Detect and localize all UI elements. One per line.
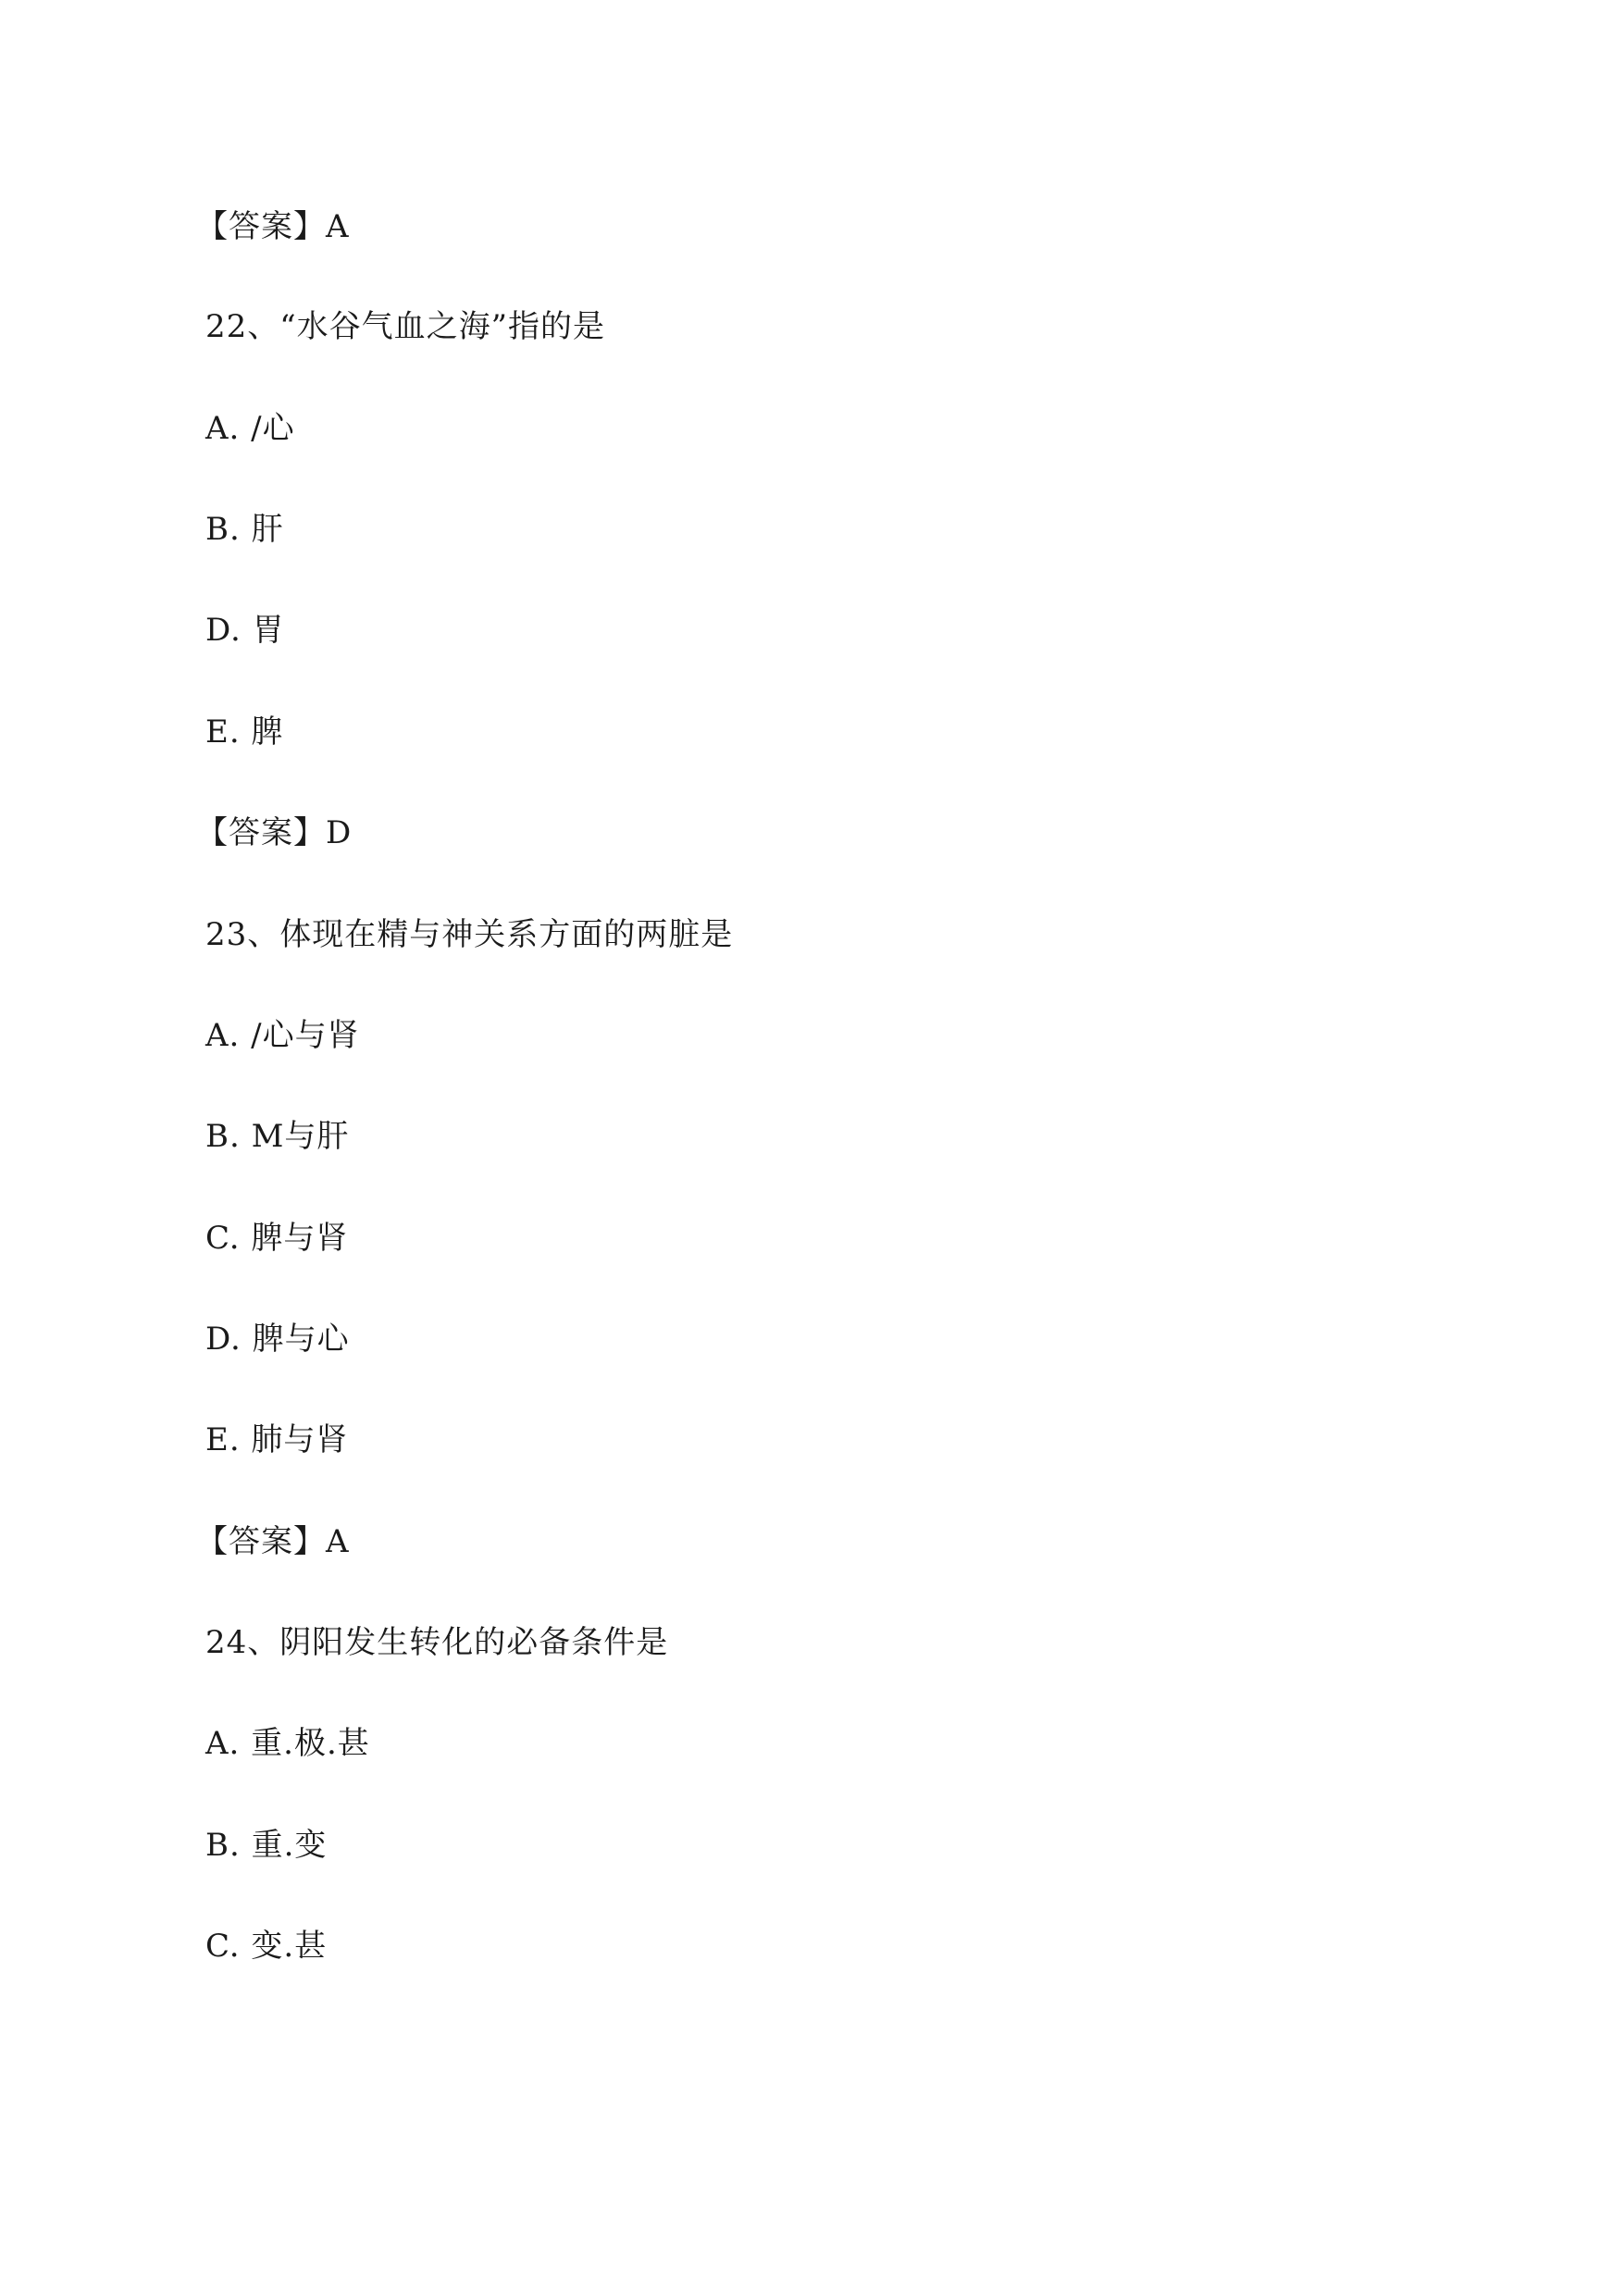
option-line: C. 变.甚 xyxy=(205,1928,328,1965)
answer-line: 【答案】A xyxy=(196,1523,350,1560)
question-23: 23、体现在精与神关系方面的两脏是 xyxy=(205,916,734,953)
option-line: C. 脾与肾 xyxy=(205,1220,349,1257)
option-line: D. 胃 xyxy=(205,612,285,649)
question-24: 24、阴阳发生转化的必备条件是 xyxy=(205,1624,669,1661)
option-line: D. 脾与心 xyxy=(205,1321,350,1358)
answer-line: 【答案】D xyxy=(196,814,353,851)
option-line: A. /心与肾 xyxy=(205,1017,360,1054)
answer-line: 【答案】A xyxy=(196,208,350,245)
option-line: B. 重.变 xyxy=(205,1827,328,1864)
question-22: 22、“水谷气血之海”指的是 xyxy=(205,308,606,345)
option-line: B. M与肝 xyxy=(205,1118,350,1155)
option-line: A. /心 xyxy=(205,410,295,447)
option-line: B. 肝 xyxy=(205,511,284,548)
option-line: E. 脾 xyxy=(205,713,284,751)
option-line: A. 重.极.甚 xyxy=(205,1725,370,1762)
option-line: E. 肺与肾 xyxy=(205,1421,349,1458)
